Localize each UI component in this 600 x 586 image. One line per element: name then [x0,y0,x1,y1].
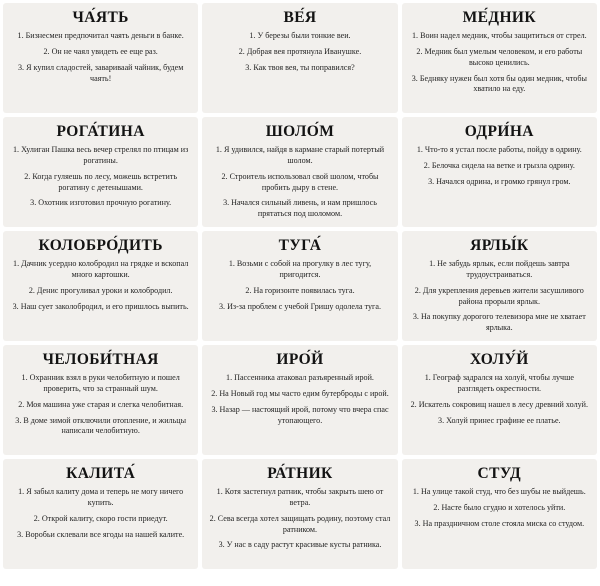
sense-item: 2. Насте было сгудно и хотелось уйти. [433,503,566,513]
sense-item: 1. Дачник усердно колобродил на грядке и вскопал много картошки. [13,259,189,280]
sense-item: 3. У нас в саду растут красивые кусты ратника. [218,540,382,550]
word-title: КАЛИТА́ [66,465,136,482]
word-card [3,345,198,455]
word-card [3,117,198,227]
word-card [402,3,597,113]
word-card [402,459,597,569]
sense-item: 3. Бедняку нужен был хотя бы один медник, чтобы хватило на еду. [411,73,587,94]
sense-item: 2. Он не чаял увидеть ее еще раз. [43,47,158,57]
sense-item: 1. Охранник взял в руки челобитную и пошел проверить, что за странный шум. [21,373,180,394]
word-title: ЧА́ЯТЬ [72,9,129,26]
word-title: КОЛОБРО́ДИТЬ [38,237,163,254]
sense-item: 3. Начался одрина, и громко грянул гром. [428,176,571,186]
sense-item: 3. Холуй принес графине ее платье. [438,415,561,425]
sense-item: 1. Бизнесмен предпочитал чаять деньги в банке. [17,31,184,41]
sense-item: 3. На покупку дорогого телевизора мне не хватает ярлыка. [412,312,586,333]
sense-item: 2. Моя машина уже старая и слегка челобитная. [18,399,184,409]
word-card [402,231,597,341]
sense-list [208,31,391,73]
sense-item: 2. Белочка сидела на ветке и грызла одрину. [423,161,575,171]
word-card [3,231,198,341]
sense-item: 2. Строитель использовал свой шолом, чтобы пробить дыру в стене. [221,171,379,192]
sense-list [208,259,391,312]
sense-item: 1. Географ задрался на холуй, чтобы лучше разглядеть окрестности. [424,373,574,394]
sense-item: 3. Воробьи склевали все ягоды на нашей калите. [17,529,185,539]
sense-item: 1. Возьми с собой на прогулку в лес тугу, пригодится. [228,259,372,280]
sense-list [9,487,192,540]
sense-item: 3. Начался сильный ливень, и нам пришлось прятаться под шоломом. [223,198,377,219]
sense-list [408,259,591,334]
word-title: ИРО́Й [276,351,324,368]
sense-list [208,487,391,551]
sense-item: 3. Как твоя вея, ты поправился? [245,62,355,72]
sense-list [9,259,192,312]
sense-item: 3. На праздничном столе стояла миска со студом. [414,518,585,528]
sense-item: 1. На улице такой студ, что без шубы не выйдешь. [412,487,586,497]
sense-item: 3. Из-за проблем с учебой Гришу одолела туга. [218,301,381,311]
sense-list [408,145,591,187]
word-card [3,459,198,569]
word-title: ШОЛО́М [265,123,335,140]
word-title: ТУГА́ [278,237,322,254]
word-card [3,3,198,113]
sense-item: 2. Когда гуляешь по лесу, можешь встретить рогатину с детенышами. [24,171,178,192]
sense-item: 2. Для укрепления деревьев жители засушливого района прорыли ярлык. [414,285,584,306]
sense-item: 2. Сева всегда хотел защищать родину, поэтому стал ратником. [209,513,391,534]
sense-list [9,31,192,84]
word-title: РА́ТНИК [267,465,333,482]
sense-list [9,373,192,437]
sense-list [208,373,391,426]
sense-item: 2. Добрая вея протянула Иванушке. [238,47,362,57]
sense-item: 2. Денис прогуливал уроки и колобродил. [28,285,173,295]
sense-list [9,145,192,209]
sense-list [208,145,391,220]
sense-list [408,373,591,426]
sense-item: 3. В доме зимой отключили отопление, и жильцы написали челобитную. [15,415,187,436]
sense-item: 1. Я удивился, найдя в кармане старый потертый шолом. [215,145,385,166]
sense-list [408,31,591,95]
word-title: СТУД [477,465,522,482]
sense-item: 1. Пассенника атаковал разъяренный ирой. [226,373,374,383]
sense-item: 1. Я забыл калиту дома и теперь не могу ничего купить. [18,487,184,508]
sense-item: 1. Не забудь ярлык, если пойдешь завтра трудоустраиваться. [429,259,570,280]
sense-item: 1. Воин надел медник, чтобы защититься от стрел. [412,31,587,41]
word-title: РОГА́ТИНА [56,123,145,140]
sense-list [408,487,591,529]
sense-item: 2. Открой калиту, скоро гости приедут. [33,513,168,523]
word-card [202,117,397,227]
word-title: МЕ́ДНИК [462,9,537,26]
sense-item: 1. Котя застегнул ратник, чтобы закрыть шею от ветра. [216,487,384,508]
word-card [402,345,597,455]
word-title: ЯРЛЫ́К [470,237,529,254]
sense-item: 1. Что-то я устал после работы, пойду в одрину. [416,145,582,155]
word-card [202,459,397,569]
word-card [202,231,397,341]
sense-item: 1. Хулиган Пашка весь вечер стрелял по птицам из рогатины. [13,145,189,166]
sense-item: 2. Искатель сокровищ нашел в лесу древний холуй. [410,399,589,409]
sense-item: 1. У березы были тонкие веи. [249,31,351,41]
sense-item: 3. Наш сует заколобродил, и его пришлось выпить. [12,301,189,311]
sense-item: 2. На Новый год мы часто едим бутерброды с ирой. [211,389,389,399]
word-title: ВЕ́Я [283,9,317,26]
sense-item: 2. На горизонте появилась туга. [245,285,355,295]
sense-item: 3. Назар — настоящий ирой, потому что вчера спас утопающего. [211,404,389,425]
word-title: ХОЛУ́Й [469,351,529,368]
sense-item: 2. Медник был умелым человеком, и его работы высоко ценились. [416,47,583,67]
word-card [402,117,597,227]
sense-item: 3. Охотник изготовил прочную рогатину. [30,198,172,208]
word-title: ОДРИ́НА [464,123,534,140]
word-card [202,345,397,455]
word-card [202,3,397,113]
word-title: ЧЕЛОБИ́ТНАЯ [42,351,159,368]
sense-item: 3. Я купил сладостей, завариваай чайник, будем чаять! [17,62,184,83]
